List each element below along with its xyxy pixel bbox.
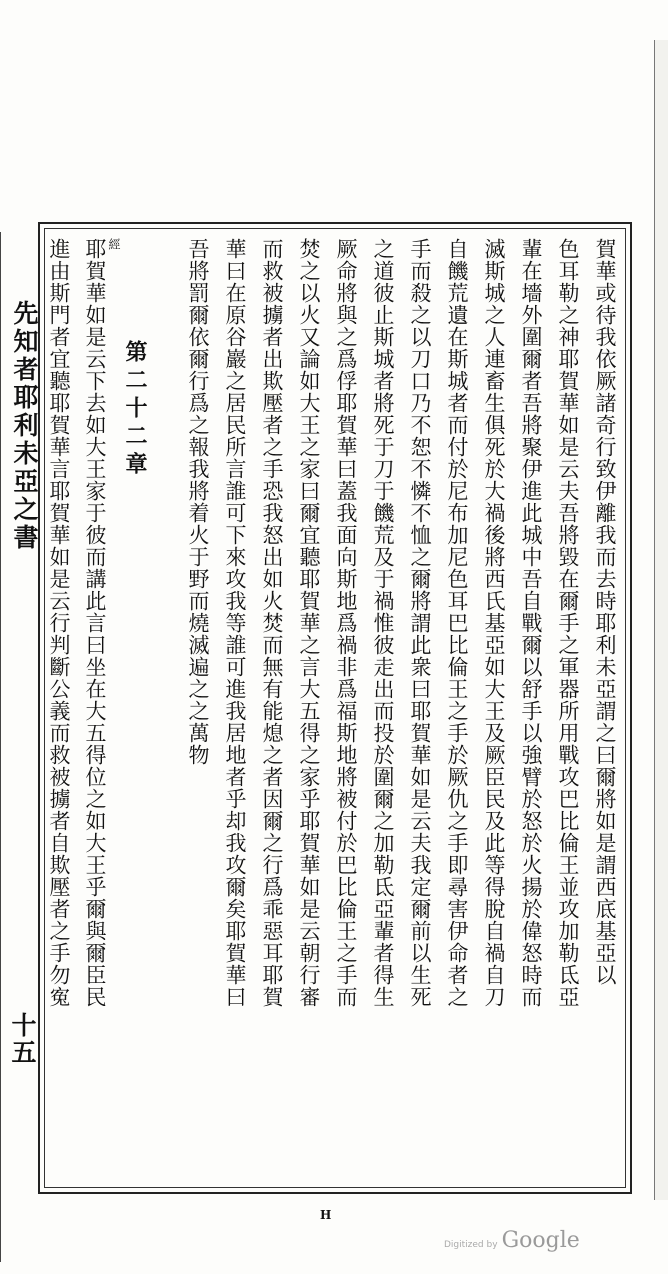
margin-note: 經 xyxy=(107,238,121,250)
watermark-small: Digitized by xyxy=(444,1240,498,1250)
text-column-13: 耶賀華如是云下去如大王家于彼而講此言曰坐在大五得位之如大王乎爾與爾臣民 xyxy=(83,238,107,1008)
text-column-3: 輩在墻外圍爾者吾將聚伊進此城中吾自戰爾以舒手以強臂於怒於火揚於偉怒時而 xyxy=(519,238,543,1008)
text-column-9: 焚之以火又論如大王之家曰爾宜聽耶賀華之言大五得之家乎耶賀華如是云朝行審 xyxy=(297,238,321,1008)
gutter-line xyxy=(0,232,1,1262)
text-column-1: 賀華或待我依厥諸奇行致伊離我而去時耶利未亞謂之曰爾將如是謂西底基亞以 xyxy=(593,238,617,986)
signature-mark: H xyxy=(320,1208,332,1222)
chapter-title: 第二十二章 xyxy=(122,340,148,480)
text-column-12: 吾將罰爾依爾行爲之報我將着火于野而燒滅遍之之萬物 xyxy=(186,238,210,766)
text-column-7: 之道彼止斯城者將死于刀于饑荒及于禍惟彼走出而投於圍爾之加勒氐亞輩者得生 xyxy=(371,238,395,1008)
text-column-14: 進由斯門者宜聽耶賀華言耶賀華如是云行判斷公義而救被擄者自欺壓者之手勿寃 xyxy=(47,238,71,1008)
running-header: 先知者耶利未亞之書 xyxy=(10,300,39,552)
text-column-8: 厥命將與之爲俘耶賀華曰蓋我面向斯地爲禍非爲福斯地將被付於巴比倫王之手而 xyxy=(334,238,358,1008)
text-column-10: 而救被擄者出欺壓者之手恐我怒出如火焚而無有能熄之者因爾之行爲乖惡耳耶賀 xyxy=(260,238,284,1008)
page-edge xyxy=(654,40,668,1200)
watermark xyxy=(444,1228,580,1253)
text-column-11: 華曰在原谷巖之居民所言誰可下來攻我等誰可進我居地者乎却我攻爾矣耶賀華曰 xyxy=(223,238,247,1008)
watermark-text: Google xyxy=(501,1228,580,1253)
text-column-4: 滅斯城之人連畜生俱死於大禍後將西氏基亞如大王及厥臣民及此等得脫自禍自刀 xyxy=(482,238,506,1008)
text-column-6: 手而殺之以刀口乃不恕不憐不恤之爾將謂此衆曰耶賀華如是云夫我定爾前以生死 xyxy=(408,238,432,1008)
page-number: 十五 xyxy=(8,1012,37,1066)
text-column-5: 自饑荒遺在斯城者而付於尼布加尼色耳巴比倫王之手於厥仇之手即尋害伊命者之 xyxy=(445,238,469,1008)
text-column-2: 色耳勒之神耶賀華如是云夫吾將毀在爾手之軍器所用戰攻巴比倫王並攻加勒氐亞 xyxy=(556,238,580,1008)
